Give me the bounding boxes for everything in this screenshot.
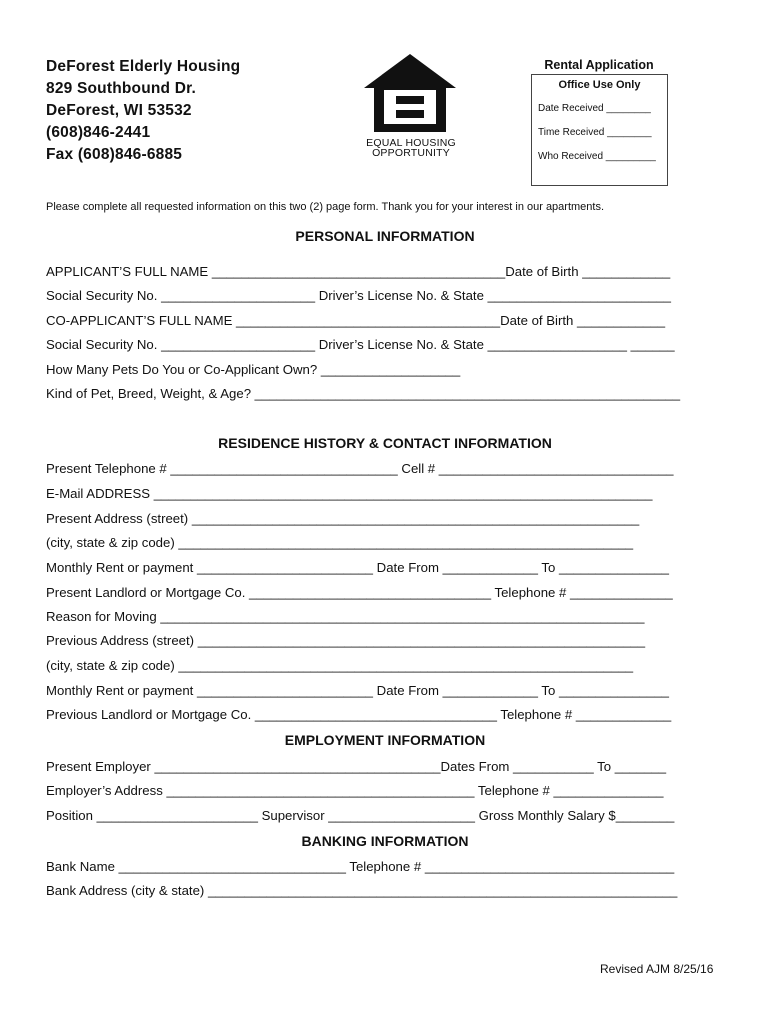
org-name: DeForest Elderly Housing	[46, 58, 241, 75]
previous-rent-line[interactable]: Monthly Rent or payment ________________________ Date From _____________ To _______________	[46, 683, 670, 698]
present-telephone-line[interactable]: Present Telephone # _______________________________ Cell # ________________________________	[46, 461, 674, 476]
present-address-line[interactable]: Present Address (street) _____________________________________________________________	[46, 511, 640, 526]
equal-housing-text	[364, 138, 458, 158]
org-city: DeForest, WI 53532	[46, 102, 192, 119]
banking-heading: BANKING INFORMATION	[301, 833, 469, 849]
employer-address-line[interactable]: Employer’s Address __________________________________________ Telephone # _______________	[46, 783, 664, 798]
office-use-box	[531, 74, 668, 186]
present-landlord-line[interactable]: Present Landlord or Mortgage Co. _________________________________ Telephone # ______________	[46, 585, 673, 600]
coapplicant-ssn-line[interactable]: Social Security No. _____________________ Driver’s License No. & State ___________________ ______	[46, 337, 675, 352]
pets-count-line[interactable]: How Many Pets Do You or Co-Applicant Own? ___________________	[46, 362, 461, 377]
bank-address-line[interactable]: Bank Address (city & state) ________________________________________________________________	[46, 883, 678, 898]
residence-heading: RESIDENCE HISTORY & CONTACT INFORMATION	[218, 435, 552, 451]
organization-block	[46, 56, 240, 166]
org-phone: (608)846-2441	[46, 124, 151, 141]
org-fax: Fax (608)846-6885	[46, 146, 183, 163]
employment-heading: EMPLOYMENT INFORMATION	[284, 732, 486, 748]
present-employer-line[interactable]: Present Employer _______________________________________Dates From ___________ To _______	[46, 759, 667, 774]
present-city-line[interactable]: (city, state & zip code) ______________________________________________________________	[46, 535, 634, 550]
previous-city-line[interactable]: (city, state & zip code) ______________________________________________________________	[46, 658, 634, 673]
who-received-field[interactable]: Who Received _________	[538, 151, 656, 162]
email-line[interactable]: E-Mail ADDRESS ____________________________________________________________________	[46, 486, 653, 501]
revision-note: Revised AJM 8/25/16	[600, 962, 714, 976]
pet-kind-line[interactable]: Kind of Pet, Breed, Weight, & Age? __________________________________________________________	[46, 386, 681, 401]
applicant-name-line[interactable]: APPLICANT’S FULL NAME ________________________________________Date of Birth ____________	[46, 264, 671, 279]
rental-application-title: Rental Application	[544, 58, 654, 72]
logo-line-2: OPPORTUNITY	[372, 147, 450, 159]
reason-moving-line[interactable]: Reason for Moving __________________________________________________________________	[46, 609, 645, 624]
date-received-field[interactable]: Date Received ________	[538, 103, 651, 114]
intro-text: Please complete all requested information on this two (2) page form. Thank you for your interest in our apartments.	[46, 201, 605, 213]
applicant-ssn-line[interactable]: Social Security No. _____________________ Driver’s License No. & State _________________________	[46, 288, 671, 303]
previous-address-line[interactable]: Previous Address (street) _____________________________________________________________	[46, 633, 646, 648]
coapplicant-name-line[interactable]: CO-APPLICANT’S FULL NAME ____________________________________Date of Birth ____________	[46, 313, 666, 328]
position-line[interactable]: Position ______________________ Supervisor ____________________ Gross Monthly Salary $________	[46, 808, 675, 823]
previous-landlord-line[interactable]: Previous Landlord or Mortgage Co. _________________________________ Telephone # _____________	[46, 707, 672, 722]
office-use-title: Office Use Only	[558, 79, 641, 91]
bank-name-line[interactable]: Bank Name _______________________________ Telephone # __________________________________	[46, 859, 675, 874]
present-rent-line[interactable]: Monthly Rent or payment ________________________ Date From _____________ To _______________	[46, 560, 670, 575]
personal-heading: PERSONAL INFORMATION	[295, 228, 475, 244]
logo-line-1: EQUAL HOUSING	[366, 137, 456, 149]
time-received-field[interactable]: Time Received ________	[538, 127, 652, 138]
org-street: 829 Southbound Dr.	[46, 80, 196, 97]
